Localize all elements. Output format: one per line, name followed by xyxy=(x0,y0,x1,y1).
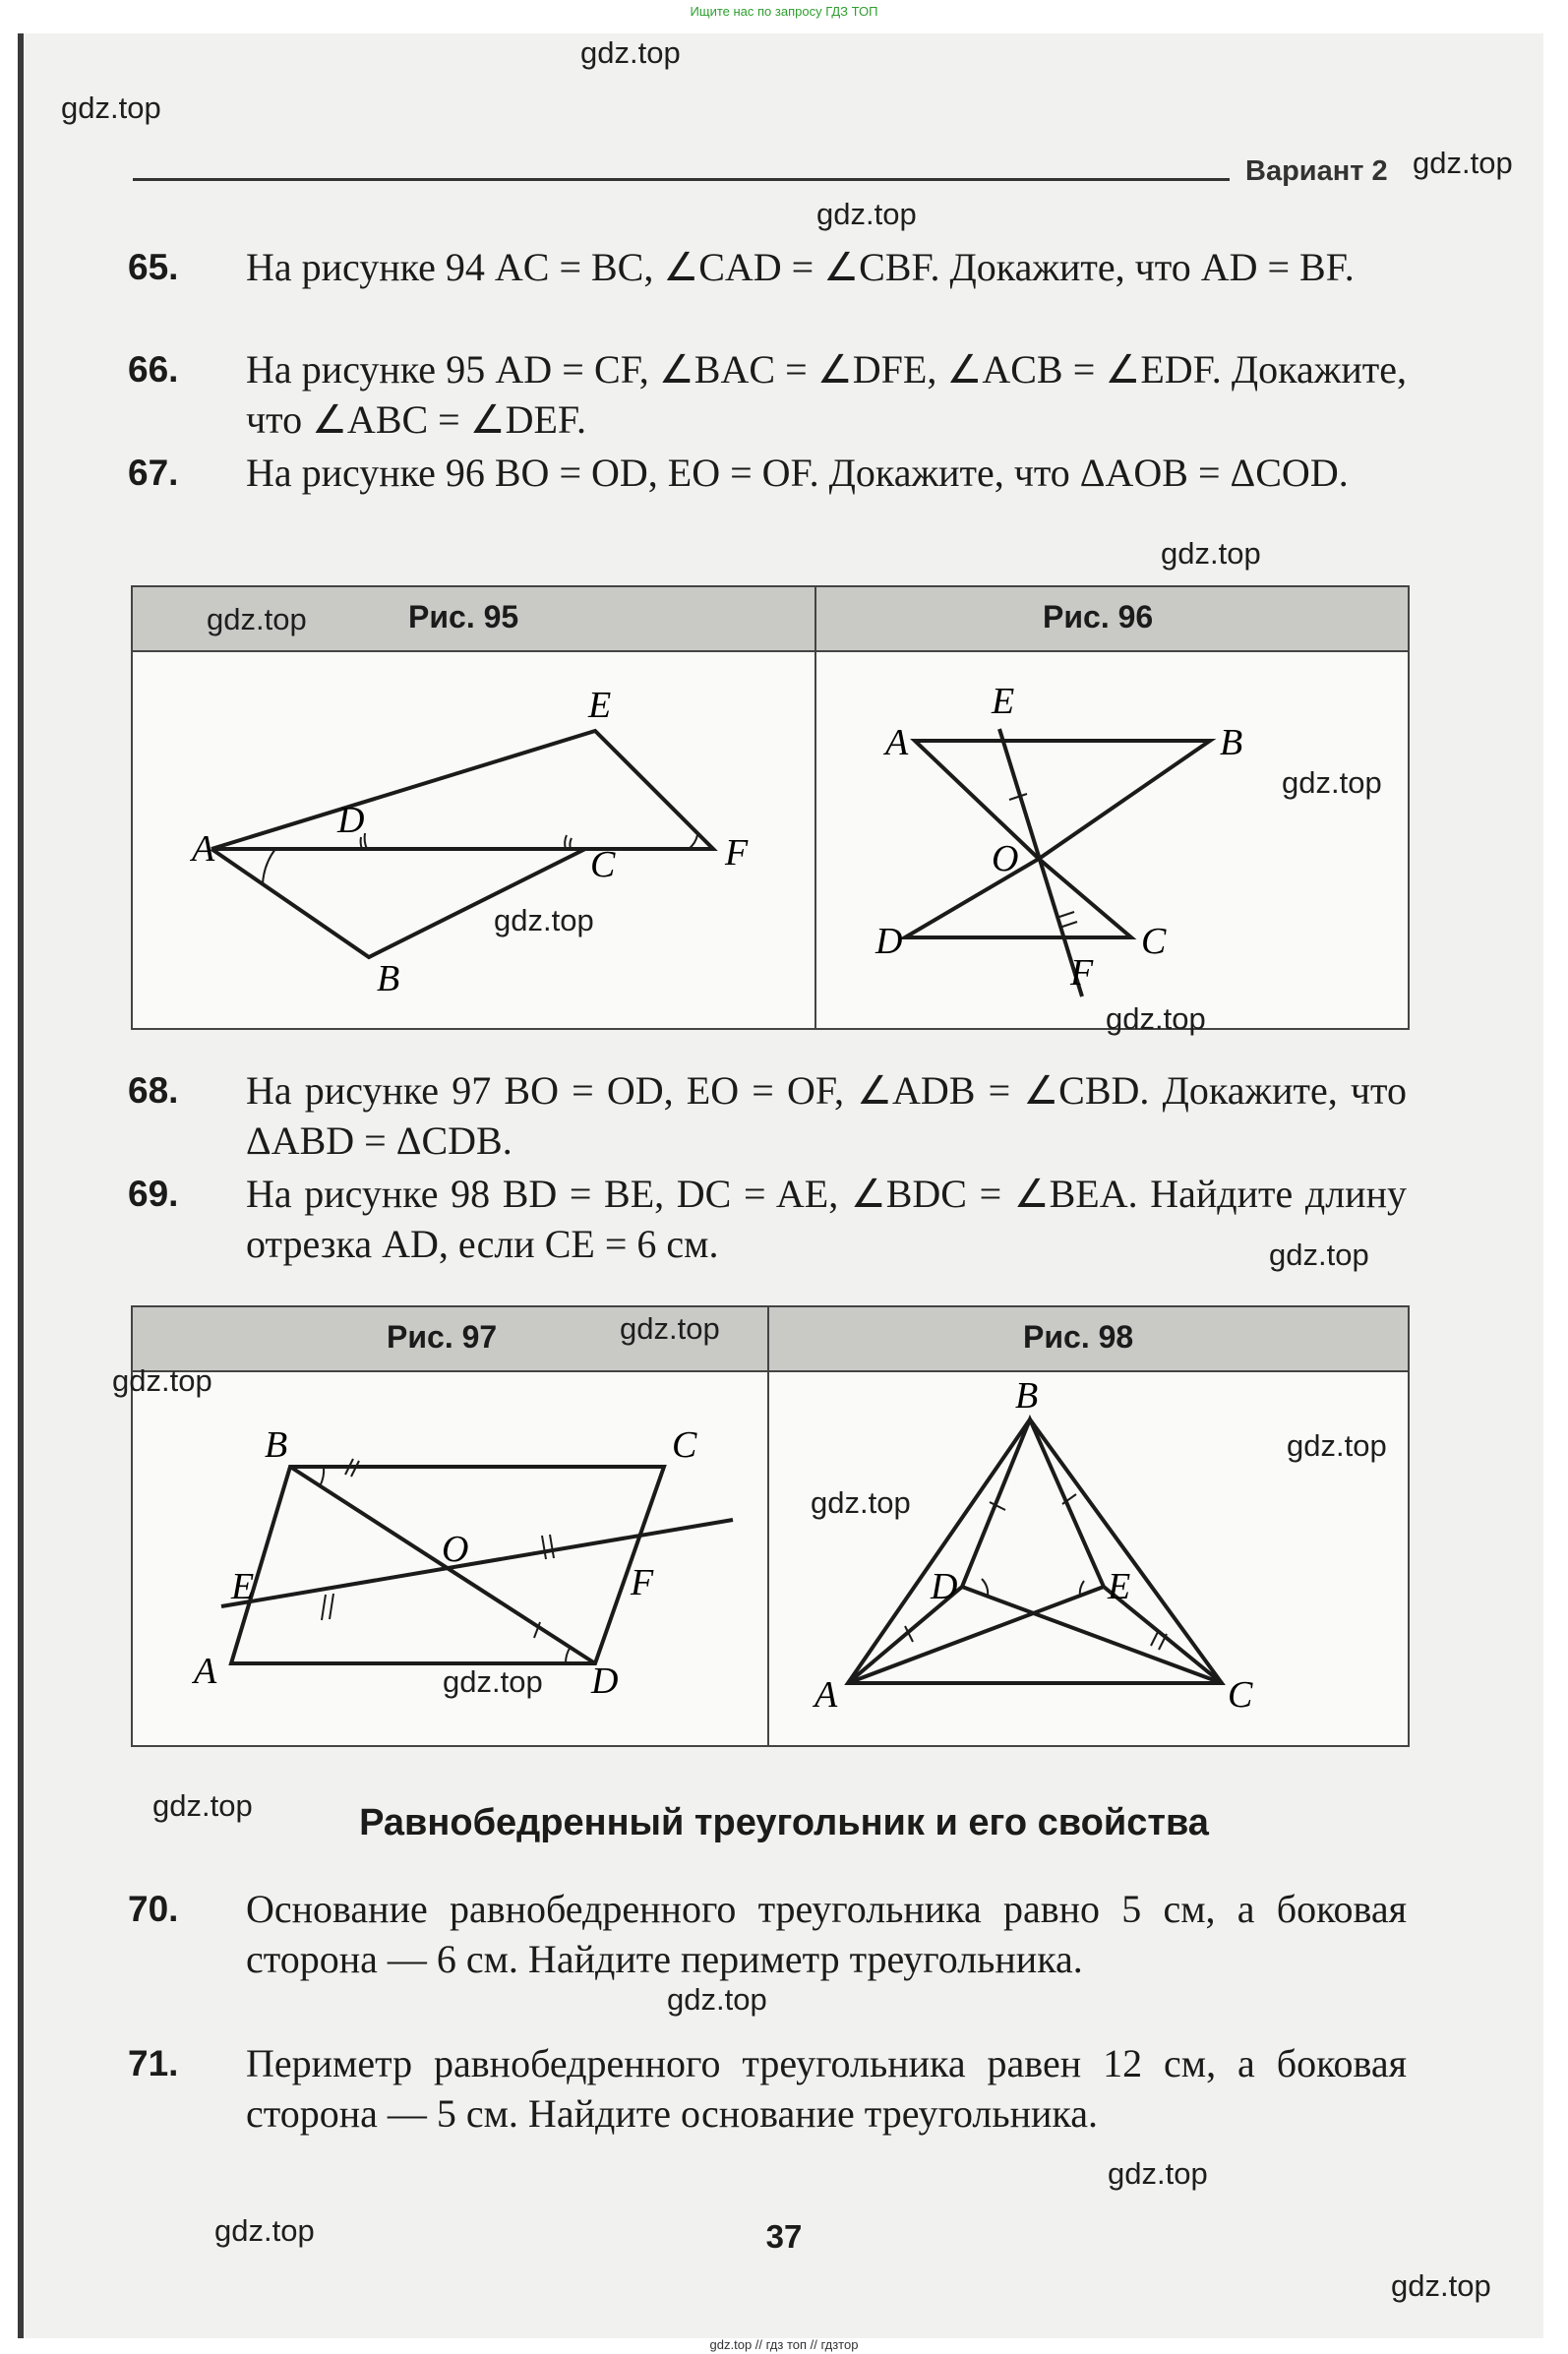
figure-96-diagram xyxy=(816,652,1406,1026)
problem-67 xyxy=(128,448,1407,498)
fig97-label-D: D xyxy=(591,1660,619,1702)
problem-number: 71. xyxy=(128,2043,179,2083)
fig96-label-D: D xyxy=(875,921,903,962)
watermark: gdz.top xyxy=(620,1311,720,1346)
watermark: gdz.top xyxy=(667,1982,767,2017)
fig96-label-O: O xyxy=(992,838,1019,879)
watermark: gdz.top xyxy=(811,1485,911,1520)
figure-table-95-96 xyxy=(131,585,1410,1030)
problem-number: 65. xyxy=(128,247,179,287)
problem-text: Основание равнобедренного треугольника равно 5 см, а боковая сторона — 6 см. Найдите периметр треугольника. xyxy=(246,1887,1407,1981)
fig97-label-C: C xyxy=(672,1424,697,1466)
figure-95-title: Рис. 95 xyxy=(408,599,519,634)
problem-number: 67. xyxy=(128,453,179,493)
header-rule xyxy=(133,178,1230,181)
problem-66 xyxy=(128,344,1407,445)
watermark: gdz.top xyxy=(61,91,161,125)
section-title: Равнобедренный треугольник и его свойства xyxy=(359,1802,1209,1843)
problem-text: На рисунке 97 BO = OD, EO = OF, ∠ADB = ∠CBD. Докажите, что ΔABD = ΔCDB. xyxy=(246,1068,1407,1163)
fig97-label-O: O xyxy=(442,1529,469,1570)
watermark: gdz.top xyxy=(1161,536,1261,571)
fig96-label-B: B xyxy=(1220,722,1243,763)
watermark: gdz.top xyxy=(1282,765,1382,800)
watermark: gdz.top xyxy=(816,197,917,231)
fig96-label-A: A xyxy=(885,722,909,763)
problem-text: На рисунке 98 BD = BE, DC = AE, ∠BDC = ∠BEA. Найдите длину отрезка AD, если CE = 6 см. xyxy=(246,1172,1407,1266)
bottom-banner: gdz.top // гдз топ // гдзтор xyxy=(709,2337,859,2352)
fig97-label-F: F xyxy=(631,1562,654,1603)
problem-text: Периметр равнобедренного треугольника равен 12 см, а боковая сторона — 5 см. Найдите основание треугольника. xyxy=(246,2041,1407,2136)
fig98-label-B: B xyxy=(1015,1375,1039,1417)
problem-text: На рисунке 95 AD = CF, ∠BAC = ∠DFE, ∠ACB = ∠EDF. Докажите, что ∠ABC = ∠DEF. xyxy=(246,347,1407,442)
variant-label: Вариант 2 xyxy=(1245,155,1388,187)
problem-71 xyxy=(128,2038,1407,2139)
fig95-label-F: F xyxy=(725,832,749,874)
watermark: gdz.top xyxy=(1287,1428,1387,1463)
watermark: gdz.top xyxy=(1413,146,1513,180)
watermark: gdz.top xyxy=(443,1664,543,1699)
figure-97-title: Рис. 97 xyxy=(387,1319,498,1355)
problem-number: 68. xyxy=(128,1070,179,1111)
figure-table-header xyxy=(133,1307,1408,1372)
watermark: gdz.top xyxy=(1106,1001,1206,1036)
watermark: gdz.top xyxy=(152,1788,253,1823)
top-banner: Ищите нас по запросу ГДЗ ТОП xyxy=(690,4,878,19)
problem-number: 69. xyxy=(128,1174,179,1214)
problem-70 xyxy=(128,1884,1407,1984)
fig97-label-E: E xyxy=(231,1566,255,1607)
figure-table-header xyxy=(133,587,1408,652)
fig95-label-A: A xyxy=(192,828,215,870)
fig98-label-D: D xyxy=(931,1566,958,1607)
figure-98-title: Рис. 98 xyxy=(1023,1319,1134,1355)
fig98-label-A: A xyxy=(814,1674,838,1716)
page-number: 37 xyxy=(765,2218,803,2255)
fig96-label-E: E xyxy=(992,681,1015,722)
figure-96-title: Рис. 96 xyxy=(1043,599,1154,634)
problem-69 xyxy=(128,1169,1407,1269)
problem-68 xyxy=(128,1065,1407,1166)
fig97-label-B: B xyxy=(265,1424,288,1466)
problem-number: 70. xyxy=(128,1889,179,1929)
watermark: gdz.top xyxy=(1391,2268,1491,2303)
fig95-label-B: B xyxy=(377,958,400,999)
fig98-label-E: E xyxy=(1108,1566,1131,1607)
fig96-label-F: F xyxy=(1070,952,1094,994)
fig95-label-C: C xyxy=(590,844,616,885)
figure-95-diagram xyxy=(133,652,814,1026)
fig98-label-C: C xyxy=(1228,1674,1253,1716)
problem-text: На рисунке 94 AC = BC, ∠CAD = ∠CBF. Докажите, что AD = BF. xyxy=(246,245,1355,289)
problem-65 xyxy=(128,242,1407,292)
fig97-label-A: A xyxy=(194,1651,217,1692)
watermark: gdz.top xyxy=(207,602,307,636)
watermark: gdz.top xyxy=(112,1363,212,1398)
watermark: gdz.top xyxy=(494,903,594,937)
problem-text: На рисунке 96 BO = OD, EO = OF. Докажите, что ΔAOB = ΔCOD. xyxy=(246,451,1349,495)
watermark: gdz.top xyxy=(214,2213,315,2248)
fig96-label-C: C xyxy=(1141,921,1167,962)
watermark: gdz.top xyxy=(1108,2156,1208,2191)
watermark: gdz.top xyxy=(1269,1237,1369,1272)
figure-table-97-98 xyxy=(131,1305,1410,1747)
watermark: gdz.top xyxy=(580,35,681,70)
problem-number: 66. xyxy=(128,349,179,390)
fig95-label-D: D xyxy=(337,800,365,841)
fig95-label-E: E xyxy=(588,685,612,726)
